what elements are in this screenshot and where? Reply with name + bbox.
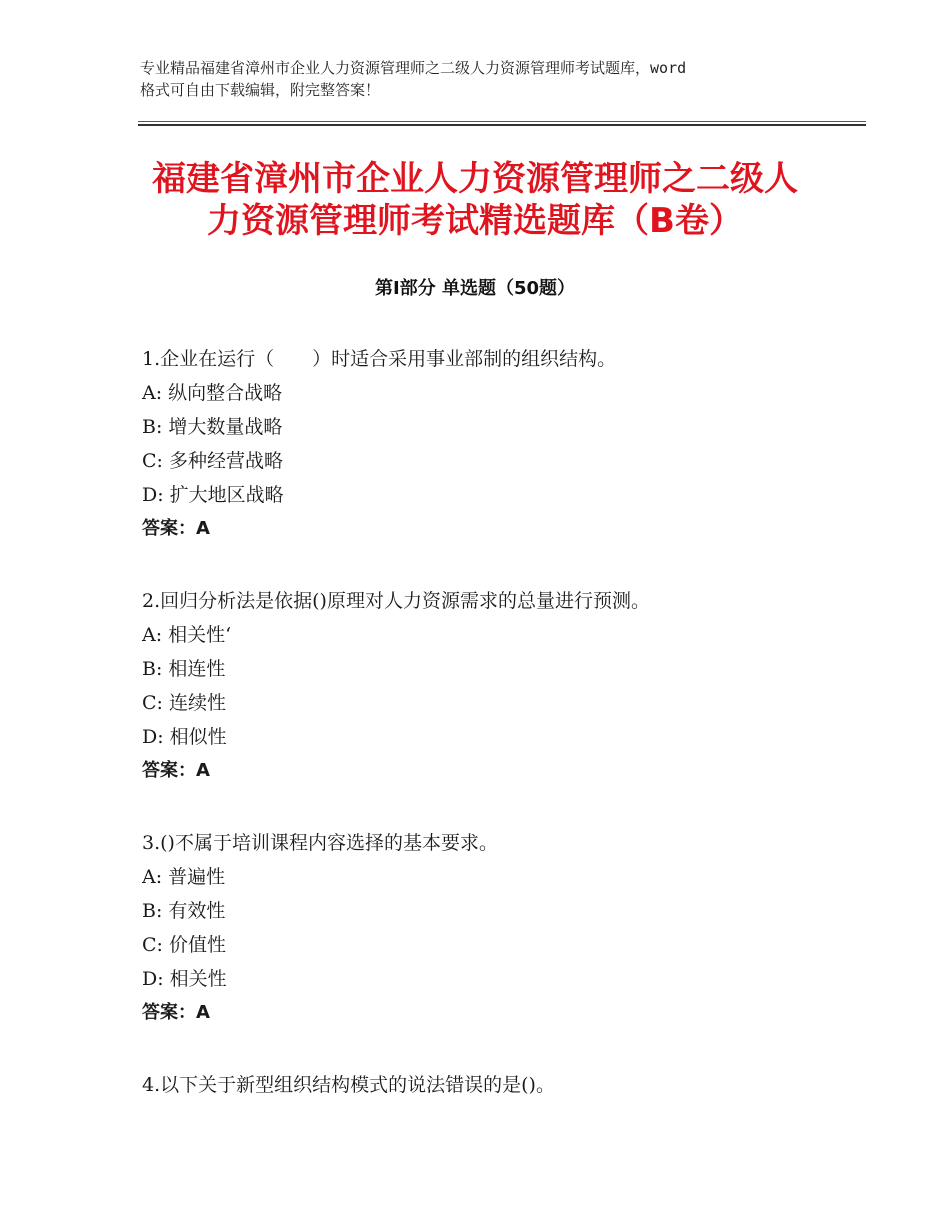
document-title-line-2: 力资源管理师考试精选题库（B卷） (207, 201, 743, 241)
question-stem: 4.以下关于新型组织结构模式的说法错误的是()。 (142, 1074, 555, 1096)
option-b: B: 相连性 (142, 658, 226, 680)
question-1 (142, 342, 862, 546)
section-heading: 第Ⅰ部分 单选题（50题） (374, 278, 575, 299)
option-c: C: 价值性 (142, 934, 226, 956)
answer: 答案：A (142, 760, 210, 781)
question-4 (142, 1068, 862, 1102)
question-stem: 3.()不属于培训课程内容选择的基本要求。 (142, 832, 498, 854)
header-note-line-1: 专业精品福建省漳州市企业人力资源管理师之二级人力资源管理师考试题库，word (140, 59, 687, 77)
header-note (140, 57, 830, 101)
option-b: B: 有效性 (142, 900, 226, 922)
question-stem: 2.回归分析法是依据()原理对人力资源需求的总量进行预测。 (142, 590, 650, 612)
header-divider-thick (138, 124, 866, 126)
option-d: D: 扩大地区战略 (142, 484, 284, 506)
question-list (142, 342, 862, 1140)
question-stem: 1.企业在运行（ ）时适合采用事业部制的组织结构。 (142, 348, 617, 370)
option-a: A: 普遍性 (142, 866, 226, 888)
option-c: C: 多种经营战略 (142, 450, 283, 472)
answer: 答案：A (142, 518, 210, 539)
header-divider-thin (138, 121, 866, 122)
question-2 (142, 584, 862, 788)
question-3 (142, 826, 862, 1030)
option-d: D: 相关性 (142, 968, 227, 990)
option-c: C: 连续性 (142, 692, 226, 714)
option-a: A: 相关性‘ (142, 624, 232, 646)
document-title-line-1: 福建省漳州市企业人力资源管理师之二级人 (152, 159, 798, 199)
option-b: B: 增大数量战略 (142, 416, 283, 438)
answer: 答案：A (142, 1002, 210, 1023)
header-note-line-2: 格式可自由下载编辑，附完整答案！ (140, 81, 381, 99)
option-a: A: 纵向整合战略 (142, 382, 283, 404)
document-title (100, 158, 850, 242)
option-d: D: 相似性 (142, 726, 227, 748)
